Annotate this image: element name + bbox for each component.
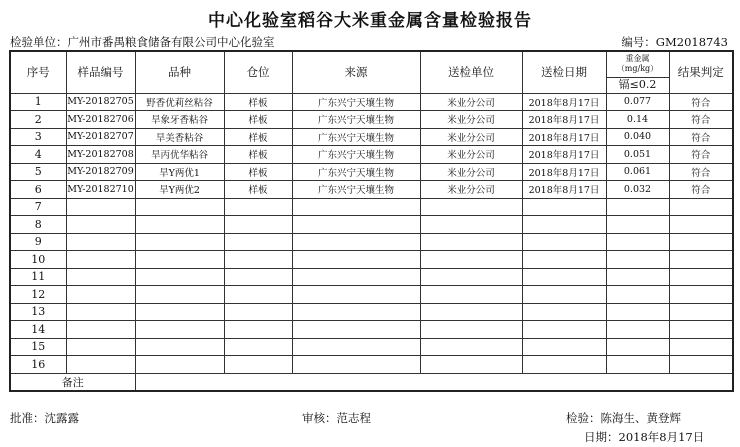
cell-no: 9 <box>10 233 66 251</box>
cell-sender <box>420 198 522 216</box>
cell-date <box>522 286 606 304</box>
cell-cd <box>606 356 669 374</box>
cell-position: 样板 <box>224 128 292 146</box>
cell-sample-no <box>66 216 135 234</box>
cell-date <box>522 233 606 251</box>
table-row <box>10 111 733 129</box>
inspector: 检验：陈海生、黄登辉 <box>566 411 681 425</box>
remark-row <box>10 373 733 391</box>
table-row <box>10 251 733 269</box>
cell-source: 广东兴宁天壤生物 <box>292 111 420 129</box>
table-row <box>10 356 733 374</box>
cadmium-limit: 镉≤0.2 <box>618 78 657 92</box>
cell-source: 广东兴宁天壤生物 <box>292 146 420 164</box>
cell-position: 样板 <box>224 93 292 111</box>
cell-sample-no: MY-20182710 <box>66 181 135 199</box>
heavy-metal-label <box>607 52 669 78</box>
table-row <box>10 338 733 356</box>
cell-source <box>292 286 420 304</box>
cell-position: 样板 <box>224 181 292 199</box>
remark-label: 备注 <box>10 373 135 391</box>
report-date: 日期：2018年8月17日 <box>584 430 705 444</box>
cell-result: 符合 <box>669 181 733 199</box>
reviewer: 审核：范志程 <box>302 411 371 425</box>
cell-position: 样板 <box>224 111 292 129</box>
cell-sample-no <box>66 321 135 339</box>
cell-source <box>292 233 420 251</box>
cell-sender: 米业分公司 <box>420 163 522 181</box>
cell-sample-no: MY-20182708 <box>66 146 135 164</box>
remark-value <box>135 373 733 391</box>
cell-no: 12 <box>10 286 66 304</box>
cell-date <box>522 251 606 269</box>
cell-result: 符合 <box>669 128 733 146</box>
cell-variety: 旱Y两优1 <box>135 163 224 181</box>
table-row <box>10 128 733 146</box>
table-row <box>10 233 733 251</box>
cell-result <box>669 233 733 251</box>
report-number: 编号：GM2018743 <box>621 35 728 49</box>
cell-date <box>522 198 606 216</box>
cell-position: 样板 <box>224 146 292 164</box>
cell-result: 符合 <box>669 163 733 181</box>
cell-source <box>292 268 420 286</box>
cell-no: 15 <box>10 338 66 356</box>
col-header-date: 送检日期 <box>522 51 606 93</box>
cell-sample-no <box>66 356 135 374</box>
cell-date <box>522 303 606 321</box>
cell-result: 符合 <box>669 146 733 164</box>
cell-sender <box>420 321 522 339</box>
cell-cd <box>606 321 669 339</box>
cell-variety <box>135 303 224 321</box>
cell-result <box>669 338 733 356</box>
cell-variety <box>135 233 224 251</box>
table-body <box>10 93 733 373</box>
cell-position <box>224 303 292 321</box>
cell-no: 6 <box>10 181 66 199</box>
cell-position <box>224 338 292 356</box>
cell-result: 符合 <box>669 93 733 111</box>
cell-sender <box>420 268 522 286</box>
cell-result <box>669 286 733 304</box>
cell-source: 广东兴宁天壤生物 <box>292 163 420 181</box>
cell-source <box>292 251 420 269</box>
table-row <box>10 303 733 321</box>
cell-variety: 旱美香粘谷 <box>135 128 224 146</box>
cell-no: 7 <box>10 198 66 216</box>
cell-cd <box>606 233 669 251</box>
cell-sender <box>420 286 522 304</box>
cell-result <box>669 321 733 339</box>
cell-sample-no: MY-20182705 <box>66 93 135 111</box>
col-header-sample-no: 样品编号 <box>66 51 135 93</box>
cell-variety <box>135 216 224 234</box>
cell-cd <box>606 251 669 269</box>
cell-variety <box>135 321 224 339</box>
cell-position <box>224 286 292 304</box>
cell-variety: 旱象牙香粘谷 <box>135 111 224 129</box>
table-row <box>10 268 733 286</box>
cell-position <box>224 233 292 251</box>
cell-variety <box>135 338 224 356</box>
cell-variety: 旱Y两优2 <box>135 181 224 199</box>
cell-cd <box>606 303 669 321</box>
table-row <box>10 286 733 304</box>
cell-sample-no <box>66 268 135 286</box>
cell-source: 广东兴宁天壤生物 <box>292 128 420 146</box>
table-row <box>10 163 733 181</box>
cell-variety <box>135 286 224 304</box>
cell-result <box>669 216 733 234</box>
cell-date: 2018年8月17日 <box>522 128 606 146</box>
cell-position <box>224 268 292 286</box>
cell-date: 2018年8月17日 <box>522 146 606 164</box>
report-table <box>9 50 734 392</box>
cell-variety <box>135 356 224 374</box>
col-header-no: 序号 <box>10 51 66 93</box>
cell-sender: 米业分公司 <box>420 111 522 129</box>
cell-sender <box>420 216 522 234</box>
cell-variety: 旱丙优华粘谷 <box>135 146 224 164</box>
table-row <box>10 216 733 234</box>
cell-date: 2018年8月17日 <box>522 181 606 199</box>
heavy-metal-title: 重金属 <box>625 54 650 64</box>
cell-result <box>669 268 733 286</box>
cell-cd: 0.14 <box>606 111 669 129</box>
cell-no: 4 <box>10 146 66 164</box>
col-header-source: 来源 <box>292 51 420 93</box>
cell-sender <box>420 233 522 251</box>
cell-source <box>292 198 420 216</box>
table-row <box>10 93 733 111</box>
col-header-variety: 品种 <box>135 51 224 93</box>
cell-result <box>669 303 733 321</box>
cell-no: 8 <box>10 216 66 234</box>
cell-sample-no: MY-20182706 <box>66 111 135 129</box>
cell-no: 10 <box>10 251 66 269</box>
cell-sample-no: MY-20182709 <box>66 163 135 181</box>
cell-sample-no: MY-20182707 <box>66 128 135 146</box>
table-row <box>10 146 733 164</box>
heavy-metal-unit: （mg/kg） <box>616 64 659 74</box>
cell-result: 符合 <box>669 111 733 129</box>
cell-source <box>292 338 420 356</box>
cell-cd <box>606 268 669 286</box>
cell-sample-no <box>66 286 135 304</box>
cell-source <box>292 321 420 339</box>
col-header-sender: 送检单位 <box>420 51 522 93</box>
cell-cd: 0.040 <box>606 128 669 146</box>
col-header-result: 结果判定 <box>669 51 733 93</box>
cell-cd: 0.077 <box>606 93 669 111</box>
cell-cd <box>606 198 669 216</box>
cell-source: 广东兴宁天壤生物 <box>292 181 420 199</box>
cell-source <box>292 303 420 321</box>
cell-date <box>522 268 606 286</box>
cell-result <box>669 251 733 269</box>
table-row <box>10 321 733 339</box>
cell-source: 广东兴宁天壤生物 <box>292 93 420 111</box>
cell-no: 5 <box>10 163 66 181</box>
cell-no: 2 <box>10 111 66 129</box>
cell-date <box>522 356 606 374</box>
cell-sender <box>420 303 522 321</box>
cell-position <box>224 251 292 269</box>
cell-no: 1 <box>10 93 66 111</box>
cell-sender <box>420 356 522 374</box>
cell-sample-no <box>66 338 135 356</box>
cell-date <box>522 338 606 356</box>
col-header-position: 仓位 <box>224 51 292 93</box>
cell-no: 11 <box>10 268 66 286</box>
cell-sample-no <box>66 303 135 321</box>
cell-variety: 野香优莉丝粘谷 <box>135 93 224 111</box>
cell-date: 2018年8月17日 <box>522 163 606 181</box>
cell-variety <box>135 268 224 286</box>
inspection-unit: 检验单位：广州市番禺粮食储备有限公司中心化验室 <box>10 35 275 49</box>
cell-sample-no <box>66 233 135 251</box>
cell-cd <box>606 216 669 234</box>
table-row <box>10 198 733 216</box>
cell-result <box>669 198 733 216</box>
cell-position <box>224 321 292 339</box>
cell-source <box>292 356 420 374</box>
cell-result <box>669 356 733 374</box>
cell-source <box>292 216 420 234</box>
cell-sender: 米业分公司 <box>420 146 522 164</box>
cell-date: 2018年8月17日 <box>522 93 606 111</box>
cell-sender: 米业分公司 <box>420 128 522 146</box>
cell-position <box>224 356 292 374</box>
cell-sender: 米业分公司 <box>420 181 522 199</box>
table-row <box>10 181 733 199</box>
cell-sender <box>420 251 522 269</box>
approver: 批准：沈露露 <box>10 411 79 425</box>
cell-variety <box>135 251 224 269</box>
cell-cd <box>606 338 669 356</box>
header-row <box>10 51 733 93</box>
cell-cd: 0.051 <box>606 146 669 164</box>
cell-sample-no <box>66 198 135 216</box>
report-title: 中心化验室稻谷大米重金属含量检验报告 <box>208 11 532 31</box>
cell-cd: 0.032 <box>606 181 669 199</box>
cell-no: 16 <box>10 356 66 374</box>
cell-variety <box>135 198 224 216</box>
cell-position: 样板 <box>224 163 292 181</box>
cell-date <box>522 216 606 234</box>
cell-position <box>224 216 292 234</box>
cell-sample-no <box>66 251 135 269</box>
cell-sender <box>420 338 522 356</box>
cell-no: 13 <box>10 303 66 321</box>
cell-position <box>224 198 292 216</box>
cell-cd <box>606 286 669 304</box>
cell-date <box>522 321 606 339</box>
cell-sender: 米业分公司 <box>420 93 522 111</box>
cell-cd: 0.061 <box>606 163 669 181</box>
cell-date: 2018年8月17日 <box>522 111 606 129</box>
col-header-heavy-metal <box>606 51 669 93</box>
cell-no: 3 <box>10 128 66 146</box>
cell-no: 14 <box>10 321 66 339</box>
